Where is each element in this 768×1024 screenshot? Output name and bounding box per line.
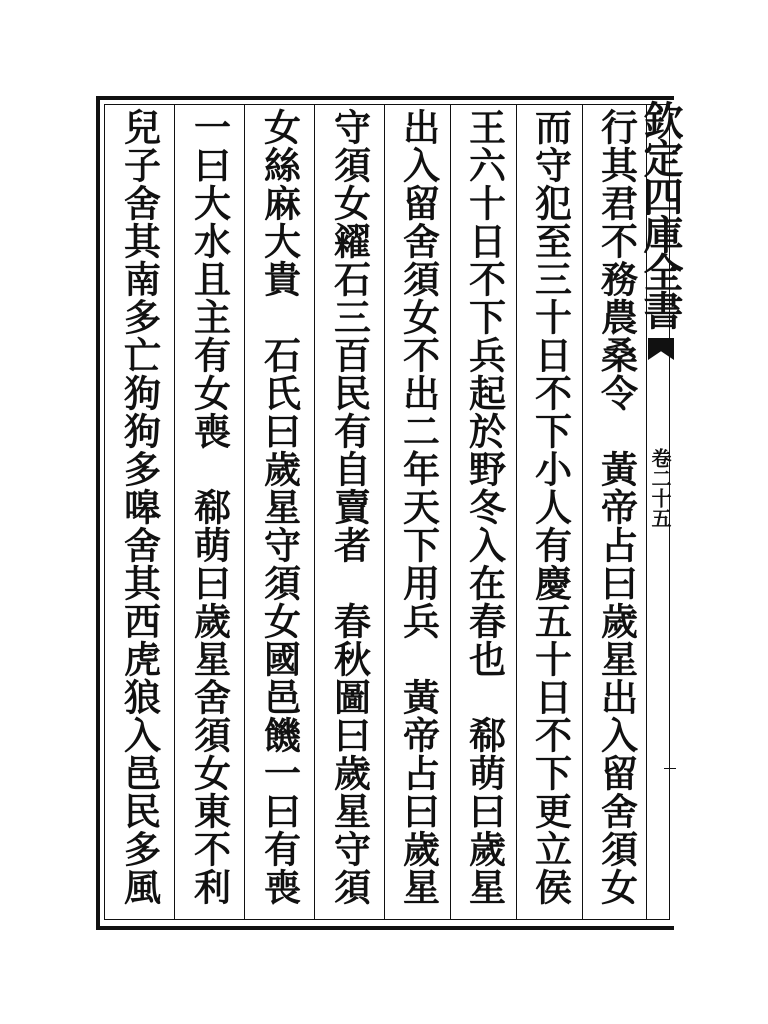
column-divider	[314, 104, 315, 920]
text-column-8	[111, 108, 167, 914]
column-text: 王六十日不下兵起於野冬入在春也 郗萌曰歲星	[462, 108, 507, 906]
column-divider	[244, 104, 245, 920]
column-divider	[174, 104, 175, 920]
column-text: 而守犯至三十日不下小人有慶五十日不下更立侯	[528, 108, 573, 906]
column-text: 兒子舍其南多亡狗狗多嗥舍其西虎狼入邑民多風	[117, 108, 162, 906]
text-column-3	[456, 108, 512, 914]
volume-number: 卷二十五	[648, 448, 672, 528]
text-column-6	[251, 108, 307, 914]
column-divider	[582, 104, 583, 920]
text-column-4	[390, 108, 446, 914]
column-divider	[450, 104, 451, 920]
column-text: 守須女糴石三百民有自賣者 春秋圖曰歲星守須	[327, 108, 372, 906]
text-column-1	[588, 108, 644, 914]
column-divider	[516, 104, 517, 920]
column-text: 行其君不務農桑令 黃帝占曰歲星出入留舍須女	[594, 108, 639, 906]
book-title: 欽定四庫全書	[637, 100, 684, 328]
column-divider	[384, 104, 385, 920]
text-column-7	[181, 108, 237, 914]
margin-tick	[664, 768, 676, 769]
column-text: 出入留舍須女不出二年天下用兵 黃帝占曰歲星	[396, 108, 441, 906]
column-text: 女絲麻大貴 石氏曰歲星守須女國邑饑一曰有喪	[257, 108, 302, 906]
text-column-2	[522, 108, 578, 914]
column-text: 一曰大水且主有女喪 郗萌曰歲星舍須女東不利	[187, 108, 232, 906]
text-column-5	[321, 108, 377, 914]
